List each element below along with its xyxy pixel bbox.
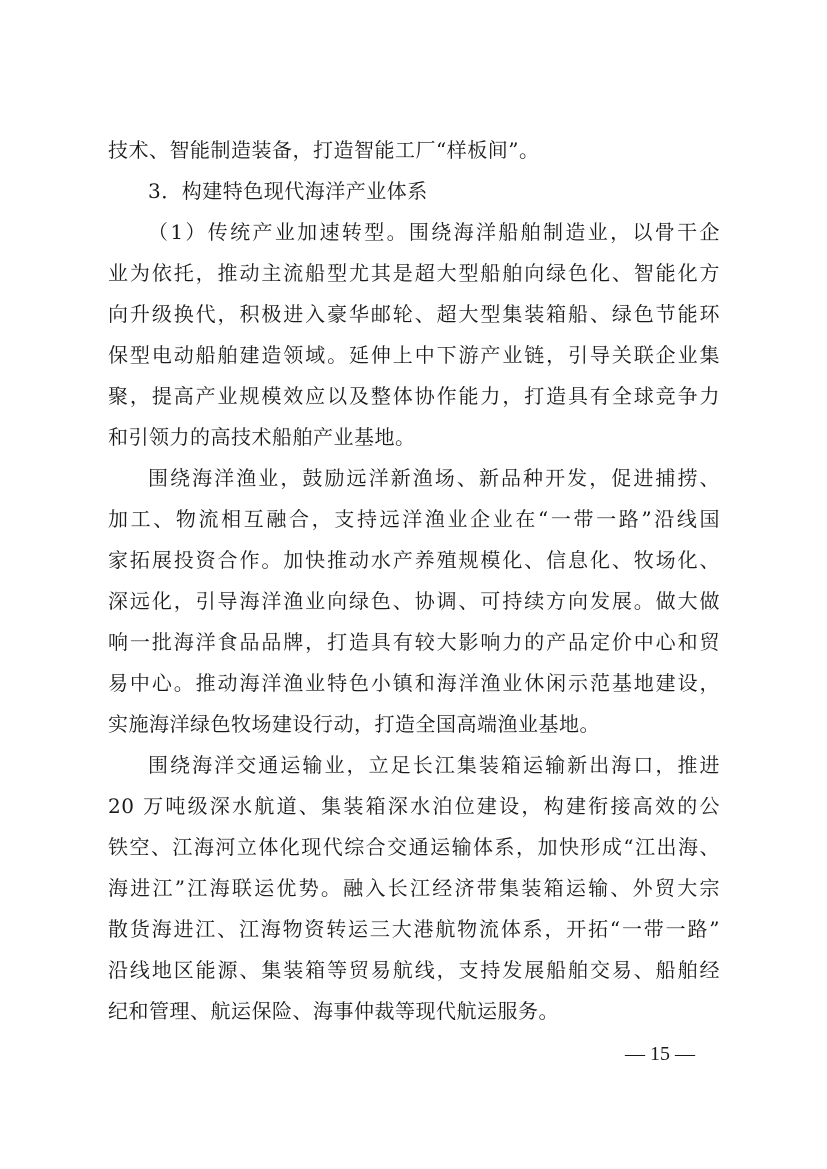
body-line: 实施海洋绿色牧场建设行动，打造全国高端渔业基地。 (108, 712, 600, 736)
body-line: 向升级换代，积极进入豪华邮轮、超大型集装箱船、绿色节能环 (108, 302, 720, 326)
paragraph-first-line: 围绕海洋渔业，鼓励远洋新渔场、新品种开发，促进捕捞、 (148, 466, 720, 490)
paragraph-first-line: 围绕海洋交通运输业，立足长江集装箱运输新出海口，推进 (148, 753, 720, 777)
body-line: 铁空、江海河立体化现代综合交通运输体系，加快形成“江出海、 (108, 835, 720, 859)
body-line: 响一批海洋食品品牌，打造具有较大影响力的产品定价中心和贸 (108, 630, 720, 654)
body-line: 技术、智能制造装备，打造智能工厂“样板间”。 (108, 138, 540, 162)
page-number: — 15 — (625, 1043, 695, 1065)
body-line: 业为依托，推动主流船型尤其是超大型船舶向绿色化、智能化方 (108, 261, 720, 285)
body-line: 沿线地区能源、集装箱等贸易航线，支持发展船舶交易、船舶经 (108, 958, 720, 982)
body-line: 加工、物流相互融合，支持远洋渔业企业在“一带一路”沿线国 (108, 507, 720, 531)
body-line: 家拓展投资合作。加快推动水产养殖规模化、信息化、牧场化、 (108, 548, 720, 572)
body-line: 纪和管理、航运保险、海事仲裁等现代航运服务。 (108, 999, 559, 1023)
body-line: 深远化，引导海洋渔业向绿色、协调、可持续方向发展。做大做 (108, 589, 720, 613)
body-line: 散货海进江、江海物资转运三大港航物流体系，开拓“一带一路” (108, 917, 720, 941)
body-line: 海进江”江海联运优势。融入长江经济带集装箱运输、外贸大宗 (108, 876, 720, 900)
body-line: 20 万吨级深水航道、集装箱深水泊位建设，构建衔接高效的公 (108, 794, 720, 818)
body-line: 和引领力的高技术船舶产业基地。 (108, 425, 416, 449)
body-line: 易中心。推动海洋渔业特色小镇和海洋渔业休闲示范基地建设， (108, 671, 720, 695)
paragraph-first-line: （1）传统产业加速转型。围绕海洋船舶制造业，以骨干企 (148, 220, 720, 244)
body-line: 聚，提高产业规模效应以及整体协作能力，打造具有全球竞争力 (108, 384, 720, 408)
section-heading: 3．构建特色现代海洋产业体系 (148, 179, 428, 203)
body-line: 保型电动船舶建造领域。延伸上中下游产业链，引导关联企业集 (108, 343, 720, 367)
